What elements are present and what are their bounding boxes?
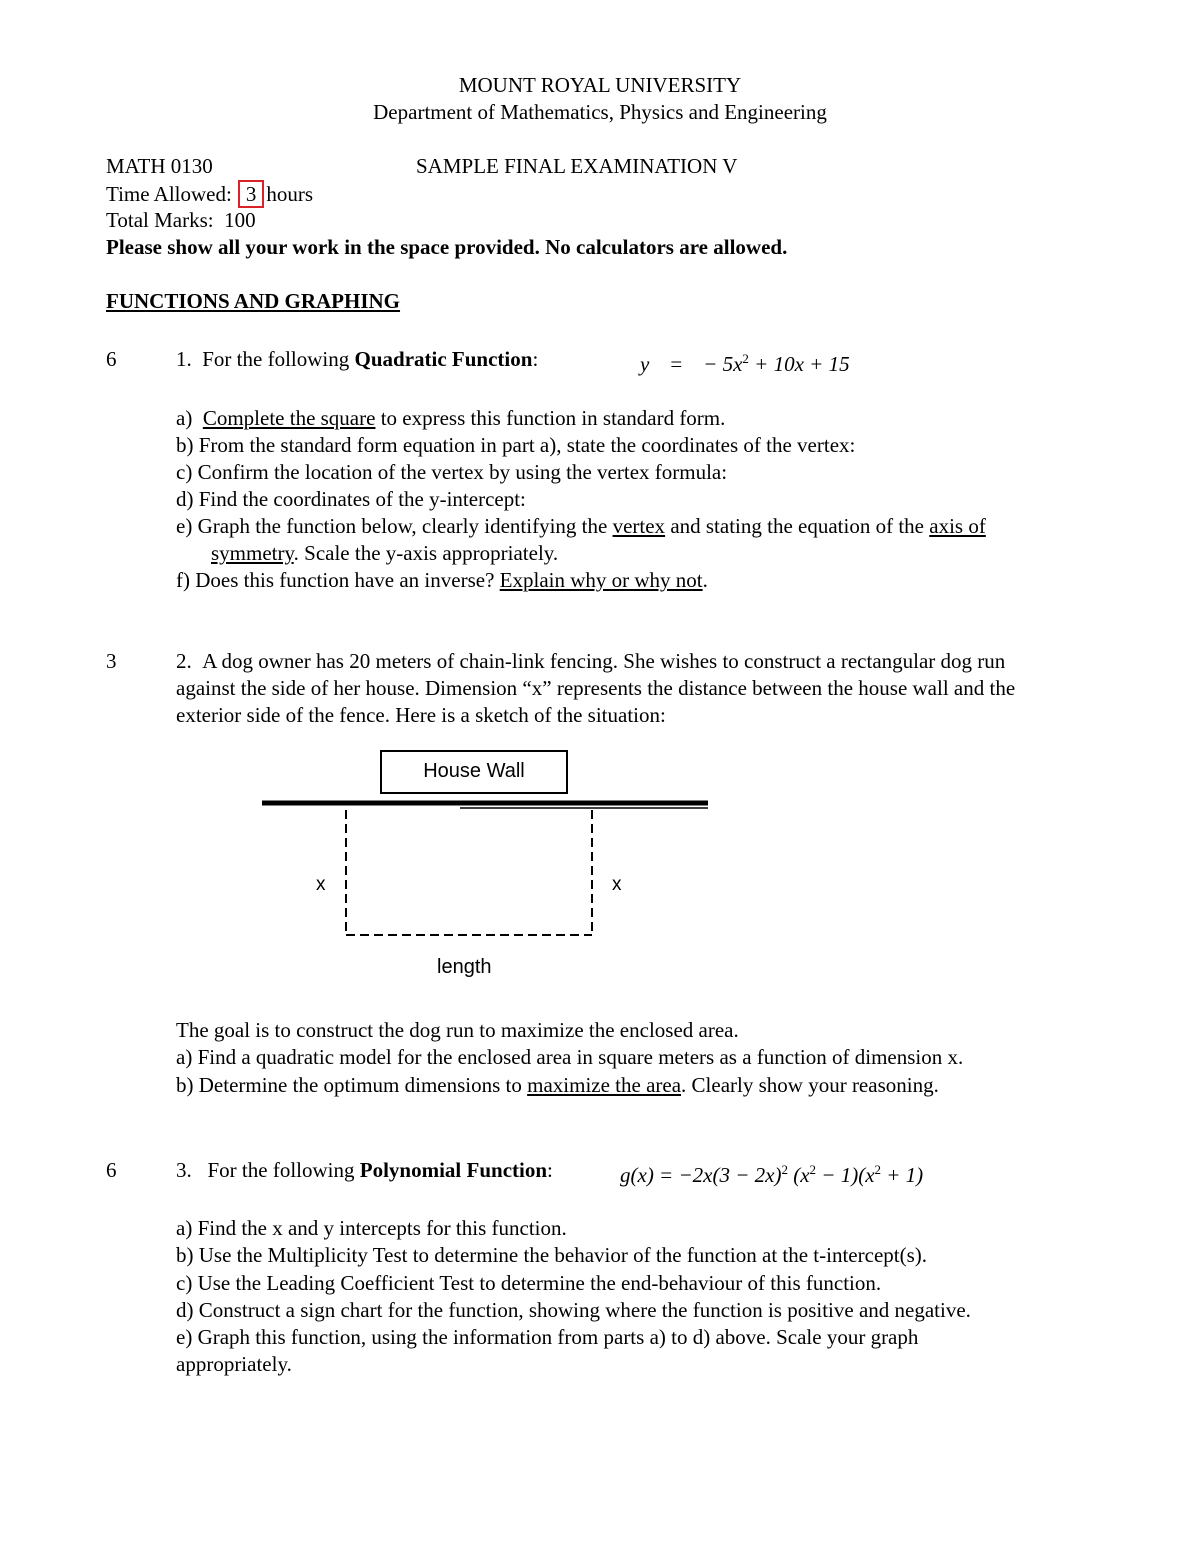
q1-f-pre: f) Does this function have an inverse? (176, 568, 500, 592)
q3-eq-exp1: 2 (781, 1162, 788, 1177)
time-label: Time Allowed: (106, 182, 232, 206)
department-name: Department of Mathematics, Physics and Engineering (373, 100, 827, 124)
q2-part-b (176, 1072, 939, 1098)
q1-number: 1. (176, 347, 192, 371)
house-wall-label: House Wall (423, 760, 525, 782)
q1-intro: For the following (202, 347, 350, 371)
instructions: Please show all your work in the space provided. No calculators are allowed. (106, 235, 788, 259)
marks-value: 100 (224, 208, 256, 232)
q1-part-b: b) From the standard form equation in part a), state the coordinates of the vertex: (176, 433, 856, 457)
q1-a-label: a) (176, 406, 193, 430)
q1-eq-equals: = (670, 352, 683, 376)
q3-colon: : (547, 1158, 553, 1182)
q1-marks: 6 (106, 347, 117, 371)
q3-eq-exp2: 2 (809, 1162, 817, 1177)
q1-eq-exp: 2 (742, 351, 749, 366)
q2-b-pre: b) Determine the optimum dimensions to (176, 1073, 528, 1097)
q3-eq-b: (x (787, 1163, 810, 1187)
q1-f-underlined: Explain why or why not (499, 568, 703, 592)
q1-type: Quadratic Function (354, 347, 533, 371)
q3-equation (620, 1157, 923, 1188)
q1-colon: : (532, 347, 539, 371)
q1-e-symmetry: symmetry (211, 541, 294, 565)
university-name: MOUNT ROYAL UNIVERSITY (458, 73, 742, 97)
q2-line2: against the side of her house. Dimension “x” represents the distance between the house wall and the (176, 676, 1016, 700)
dimension-length: length (437, 956, 492, 978)
time-value: 3 (245, 182, 257, 206)
q3-part-b: b) Use the Multiplicity Test to determine the behavior of the function at the t-intercept(s). (176, 1243, 928, 1267)
q1-part-d: d) Find the coordinates of the y-intercept: (176, 487, 526, 511)
q1-a-rest: to express this function in standard form. (375, 406, 726, 430)
q3-part-e-cont: appropriately. (176, 1352, 292, 1376)
q2-b-rest: . Clearly show your reasoning. (681, 1073, 939, 1097)
q1-eq-rhs-b: + 10x + 15 (748, 352, 850, 376)
course-code: MATH 0130 (106, 154, 213, 178)
q2-line1-text: A dog owner has 20 meters of chain-link fencing. She wishes to construct a rectangular dog run (202, 649, 1006, 673)
q3-eq-a: g(x) = −2x(3 − 2x) (620, 1163, 782, 1187)
q1-e-vertex: vertex (612, 514, 666, 538)
q2-goal: The goal is to construct the dog run to maximize the enclosed area. (176, 1018, 739, 1042)
q3-part-e: e) Graph this function, using the information from parts a) to d) above. Scale your graph (176, 1325, 919, 1349)
q1-eq-rhs-a: − 5x (703, 352, 743, 376)
q3-part-d: d) Construct a sign chart for the function, showing where the function is positive and negative. (176, 1298, 971, 1322)
time-unit: hours (266, 182, 313, 206)
q2-number: 2. (176, 649, 192, 673)
section-title: FUNCTIONS AND GRAPHING (106, 289, 401, 313)
q2-b-underlined: maximize the area (527, 1073, 682, 1097)
q3-marks: 6 (106, 1158, 117, 1182)
q3-eq-exp3: 2 (874, 1162, 882, 1177)
q3-eq-c: − 1)(x (816, 1163, 875, 1187)
q2-line3: exterior side of the fence. Here is a sketch of the situation: (176, 703, 666, 727)
q2-marks: 3 (106, 649, 117, 673)
dimension-x-left: x (316, 874, 326, 895)
q3-type: Polynomial Function (359, 1158, 548, 1182)
q3-part-c: c) Use the Leading Coefficient Test to determine the end-behaviour of this function. (176, 1271, 882, 1295)
q3-number: 3. (176, 1158, 192, 1182)
q1-e-pre: e) Graph the function below, clearly identifying the (176, 514, 613, 538)
q1-part-c: c) Confirm the location of the vertex by using the vertex formula: (176, 460, 728, 484)
q1-e-rest: . Scale the y-axis appropriately. (293, 541, 559, 565)
q3-part-a: a) Find the x and y intercepts for this function. (176, 1216, 567, 1240)
q1-f-rest: . (702, 568, 708, 592)
q3-eq-d: + 1) (881, 1163, 924, 1187)
q1-e-mid: and stating the equation of the (665, 514, 930, 538)
exam-title: SAMPLE FINAL EXAMINATION V (416, 154, 738, 178)
q3-intro: For the following (207, 1158, 355, 1182)
q1-a-underlined: Complete the square (202, 406, 376, 430)
marks-label: Total Marks: (106, 208, 214, 232)
dimension-x-right: x (612, 874, 622, 895)
q3-prompt (176, 1157, 553, 1183)
q1-e-axis: axis of (929, 514, 986, 538)
q2-part-a: a) Find a quadratic model for the enclosed area in square meters as a function of dimension x. (176, 1045, 964, 1069)
q1-eq-lhs: y (640, 352, 650, 376)
